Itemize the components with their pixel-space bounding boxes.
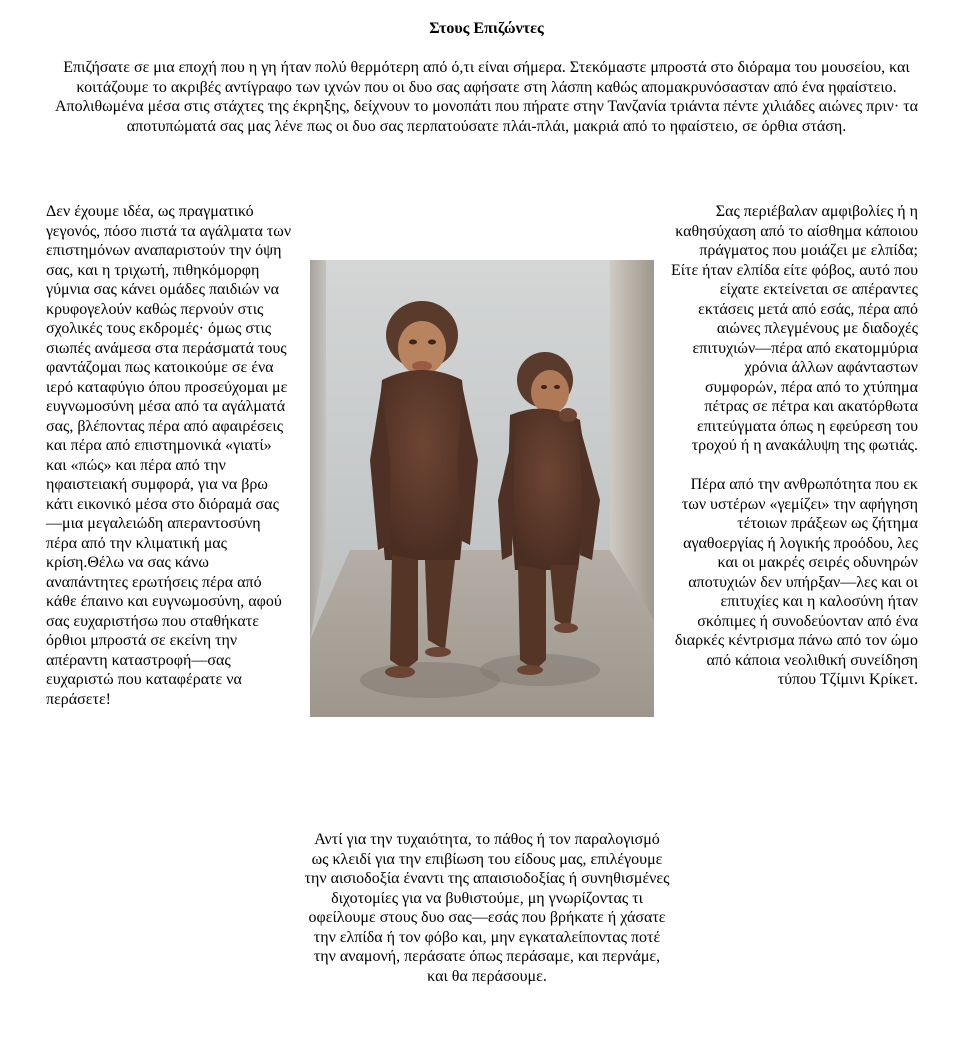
poem-title: Στους Επιζώντες	[429, 20, 544, 37]
right-column	[670, 202, 918, 709]
left-column	[46, 202, 292, 709]
left-column-paragraph: Δεν έχουμε ιδέα, ως πραγματικό γεγονός, πόσο πιστά τα αγάλματα των επιστημόνων αναπαριστούν την όψη σας, και η τριχωτή, πιθηκόμορφη γύμνια σας κάνει ομάδες παιδιών να κρυφογελούν καθώς περνούν στις σχολικές τους εκδρομές· όμως στις σιωπές ανάμεσα στα περάσματά τους φαντάζομαι πως κατοικούμε σε ένα ιερό καταφύγιο όπου προσεύχομαι με ευγνωμοσύνη μέσα από τα αγάλματά σας, βλέποντας πέρα από αφαιρέσεις και πέρα από επιστημονικά «γιατί» και «πώς» και πέρα από την ηφαιστειακή συμφορά, για να βρω κάτι εικονικό μέσα στο διόραμά σας—μια μεγαλειώδη απεραντοσύνη πέρα από την κλιματική μας κρίση.Θέλω να σας κάνω αναπάντητες ερωτήσεις πέρα από κάθε έπαινο και ευγνωμοσύνη, αφού σας ευχαριστήσω που σταθήκατε όρθιοι μπροστά σε εκείνη την απέραντη καταστροφή—σας ευχαριστώ που καταφέρατε να περάσετε!	[46, 203, 292, 708]
closing-paragraph: Αντί για την τυχαιότητα, το πάθος ή τον παραλογισμό ως κλειδί για την επιβίωση του είδους μας, επιλέγουμε την αισιοδοξία έναντι της απαισιοδοξίας ή συνηθισμένες διχοτομίες για να βυθιστούμε, μη γνωρίζοντας τι οφείλουμε στους δυο σας—εσάς που βρήκατε ή χάσατε την ελπίδα ή τον φόβο και, μην εγκαταλείποντας ποτέ την αναμονή, περάσατε όπως περάσαμε, και περνάμε, και θα περάσουμε.	[304, 831, 670, 985]
right-column-paragraph-1: Σας περιέβαλαν αμφιβολίες ή η καθησύχαση από το αίσθημα κάποιου πράγματος που μοιάζει με ελπίδα; Είτε ήταν ελπίδα είτε φόβος, αυτό που είχατε εκτείνεται σε απέραντες εκτάσεις μετά από εσάς, πέρα από αιώνες πλεγμένους με διαδοχές επιτυχιών—πέρα από εκατομμύρια χρόνια άλλων αφάνταστων συμφορών, πέρα από το χτύπημα πέτρας σε πέτρα και ακατόρθωτα επιτεύγματα όπως η εφεύρεση του τροχού ή η ανακάλυψη της φωτιάς.	[670, 203, 918, 454]
diorama-image	[310, 260, 654, 717]
right-column-paragraph-2: Πέρα από την ανθρωπότητα που εκ των υστέρων «γεμίζει» την αφήγηση τέτοιων πράξεων ως ζήτημα αγαθοεργίας ή λογικής προόδου, λες και οι μακρές σειρές οδυνηρών αποτυχιών δεν υπήρξαν—λες και οι επιτυχίες και η καλοσύνη ήταν σκόπιμες ή συνοδεύονταν από ένα διαρκές κέντρισμα πάνω από τον ώμο από κάποια νεολιθική συνείδηση τύπου Τζίμινι Κρίκετ.	[674, 476, 918, 688]
intro-paragraph: Επιζήσατε σε μια εποχή που η γη ήταν πολύ θερμότερη από ό,τι είναι σήμερα. Στεκόμαστε μπροστά στο διόραμα του μουσείου, και κοιτάζουμε το ακριβές αντίγραφο των ιχνών που οι δυο σας αφήσατε στη λάσπη καθώς απομακρυνόσασταν από ένα ηφαίστειο. Απολιθωμένα μέσα στις στάχτες της έκρηξης, δείχνουν το μονοπάτι που πήρατε στην Τανζανία τριάντα πέντε χιλιάδες αιώνες πριν· τα αποτυπώματά σας μας λένε πως οι δυο σας περπατούσατε πλάι-πλάι, μακριά από το ηφαίστειο, σε όρθια στάση.	[54, 59, 919, 135]
diorama-photo	[310, 260, 654, 717]
